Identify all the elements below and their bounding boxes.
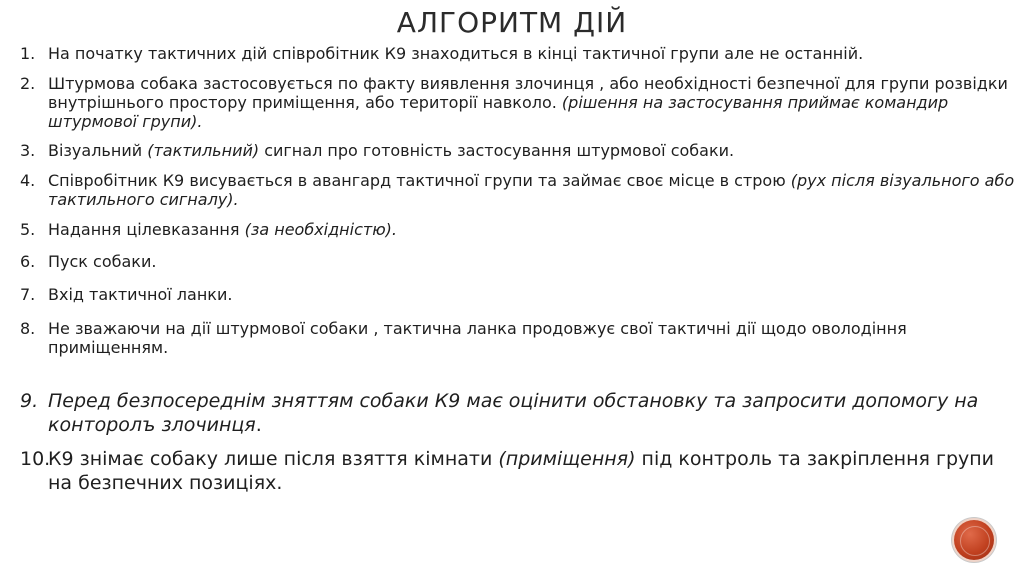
- item-text: Вхід тактичної ланки.: [48, 285, 233, 304]
- item-italic-note: Перед безпосереднім зняттям собаки К9 має оцінити обстановку та запросити допомогу на конторолъ злочинця: [48, 390, 979, 436]
- item-text: під контроль та закріплення групи на безпечних позиціях.: [48, 448, 995, 494]
- item-text: Пуск собаки.: [48, 252, 157, 271]
- slide-title: АЛГОРИТМ ДІЙ: [396, 6, 628, 39]
- item-number: 6.: [20, 252, 36, 271]
- item-number: 5.: [20, 220, 36, 239]
- item-italic-note: (приміщення): [498, 448, 636, 470]
- item-text: сигнал про готовність застосування штурмової собаки.: [259, 141, 735, 160]
- item-text: Надання цілевказання: [48, 220, 245, 239]
- list-item: [20, 44, 1024, 63]
- item-number: 8.: [20, 319, 36, 338]
- item-italic-note: (рух після візуального або тактильного сигналу).: [48, 171, 1015, 209]
- slide-nav-circle-icon[interactable]: [954, 520, 994, 560]
- item-italic-note: (рішення на застосування приймає командир штурмової групи).: [48, 93, 949, 131]
- item-text: Співробітник К9 висувається в авангард тактичної групи та займає своє місце в строю: [48, 171, 791, 190]
- list-item: [20, 285, 1024, 304]
- list-item: [20, 319, 1024, 357]
- list-item: [20, 220, 1024, 239]
- list-item: [20, 447, 1024, 495]
- item-text: Не зважаючи на дії штурмової собаки , тактична ланка продовжує свої тактичні дії щодо оволодіння приміщенням.: [48, 319, 907, 357]
- item-text: На початку тактичних дій співробітник К9 знаходиться в кінці тактичної групи але не останній.: [48, 44, 864, 63]
- algorithm-list: [20, 44, 1024, 495]
- list-item: [20, 74, 1024, 131]
- item-number: 3.: [20, 141, 36, 160]
- item-italic-note: (за необхідністю).: [244, 220, 397, 239]
- item-text: Візуальний: [48, 141, 148, 160]
- item-number: 4.: [20, 171, 36, 190]
- item-italic-note: (тактильний): [147, 141, 260, 160]
- item-number: 7.: [20, 285, 36, 304]
- item-text: .: [255, 414, 262, 436]
- item-text: К9 знімає собаку лише після взяття кімнати: [48, 448, 499, 470]
- item-number: 9.: [20, 390, 39, 412]
- item-number: 2.: [20, 74, 36, 93]
- item-number: 10.: [20, 448, 51, 470]
- list-item: [20, 252, 1024, 271]
- list-item: [20, 389, 1024, 437]
- item-text: Штурмова собака застосовується по факту виявлення злочинця , або необхідності безпечної для групи розвідки внутрішнього простору приміщення, або території навколо.: [48, 74, 1008, 112]
- list-item: [20, 141, 1024, 160]
- item-number: 1.: [20, 44, 36, 63]
- list-item: [20, 171, 1024, 209]
